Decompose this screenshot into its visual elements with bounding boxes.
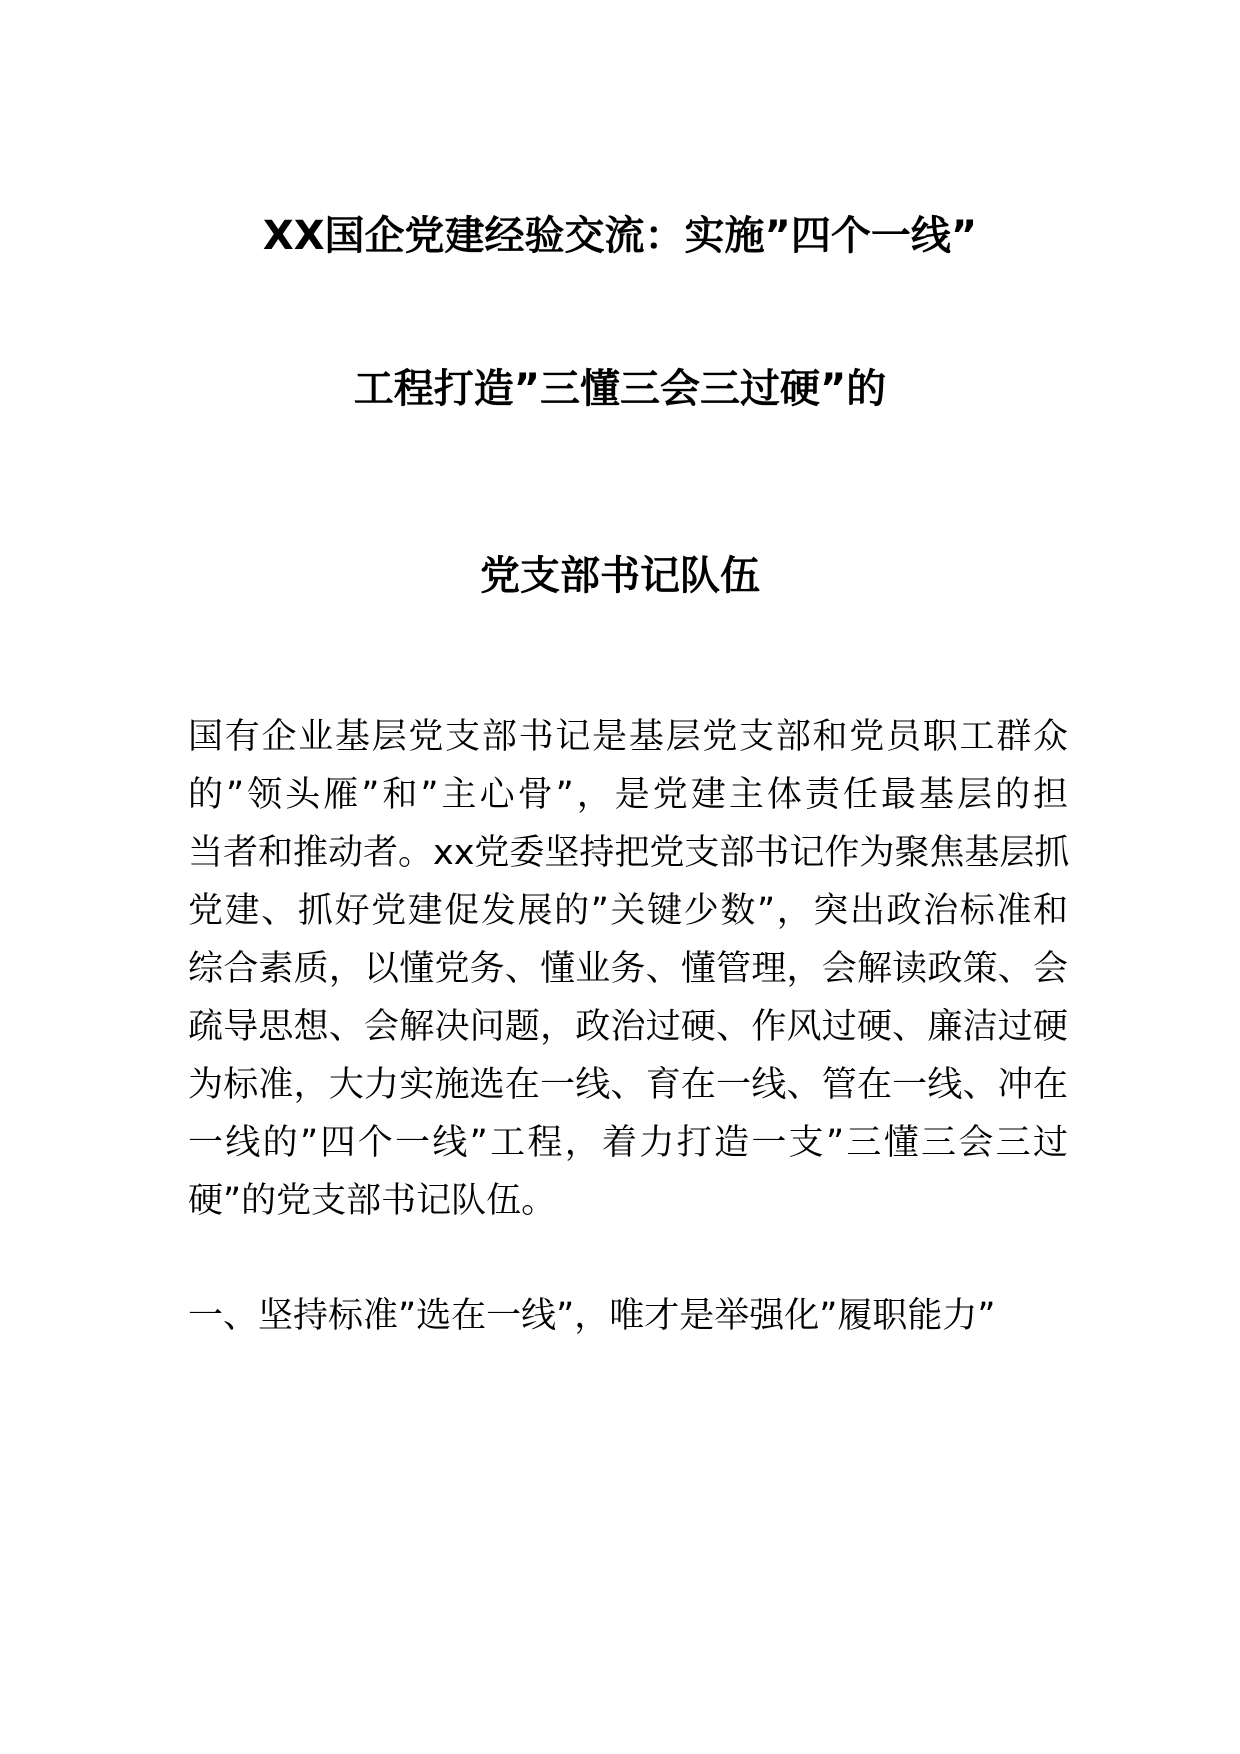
intro-line-1: 国有企业基层党支部书记是基层党支部和党员职工群众 bbox=[188, 717, 1068, 757]
intro-line-5: 综合素质，以懂党务、懂业务、懂管理，会解读政策、会 bbox=[188, 949, 1068, 989]
document-title-line-3: 党支部书记队伍 bbox=[480, 553, 760, 599]
document-title-line-1: XX国企党建经验交流：实施”四个一线” bbox=[262, 213, 978, 259]
intro-line-8: 一线的”四个一线”工程，着力打造一支”三懂三会三过 bbox=[188, 1123, 1068, 1163]
intro-line-2: 的”领头雁”和”主心骨”，是党建主体责任最基层的担 bbox=[188, 775, 1068, 815]
intro-line-4: 党建、抓好党建促发展的”关键少数”，突出政治标准和 bbox=[188, 891, 1068, 931]
intro-line-9: 硬”的党支部书记队伍。 bbox=[188, 1181, 557, 1221]
document-title-line-2: 工程打造”三懂三会三过硬”的 bbox=[353, 366, 887, 412]
intro-line-6: 疏导思想、会解决问题，政治过硬、作风过硬、廉洁过硬 bbox=[188, 1007, 1068, 1047]
intro-line-3: 当者和推动者。xx党委坚持把党支部书记作为聚焦基层抓 bbox=[188, 833, 1070, 873]
intro-line-7: 为标准，大力实施选在一线、育在一线、管在一线、冲在 bbox=[188, 1065, 1068, 1105]
section-1-heading: 一、坚持标准”选在一线”，唯才是举强化”履职能力” bbox=[188, 1296, 996, 1336]
